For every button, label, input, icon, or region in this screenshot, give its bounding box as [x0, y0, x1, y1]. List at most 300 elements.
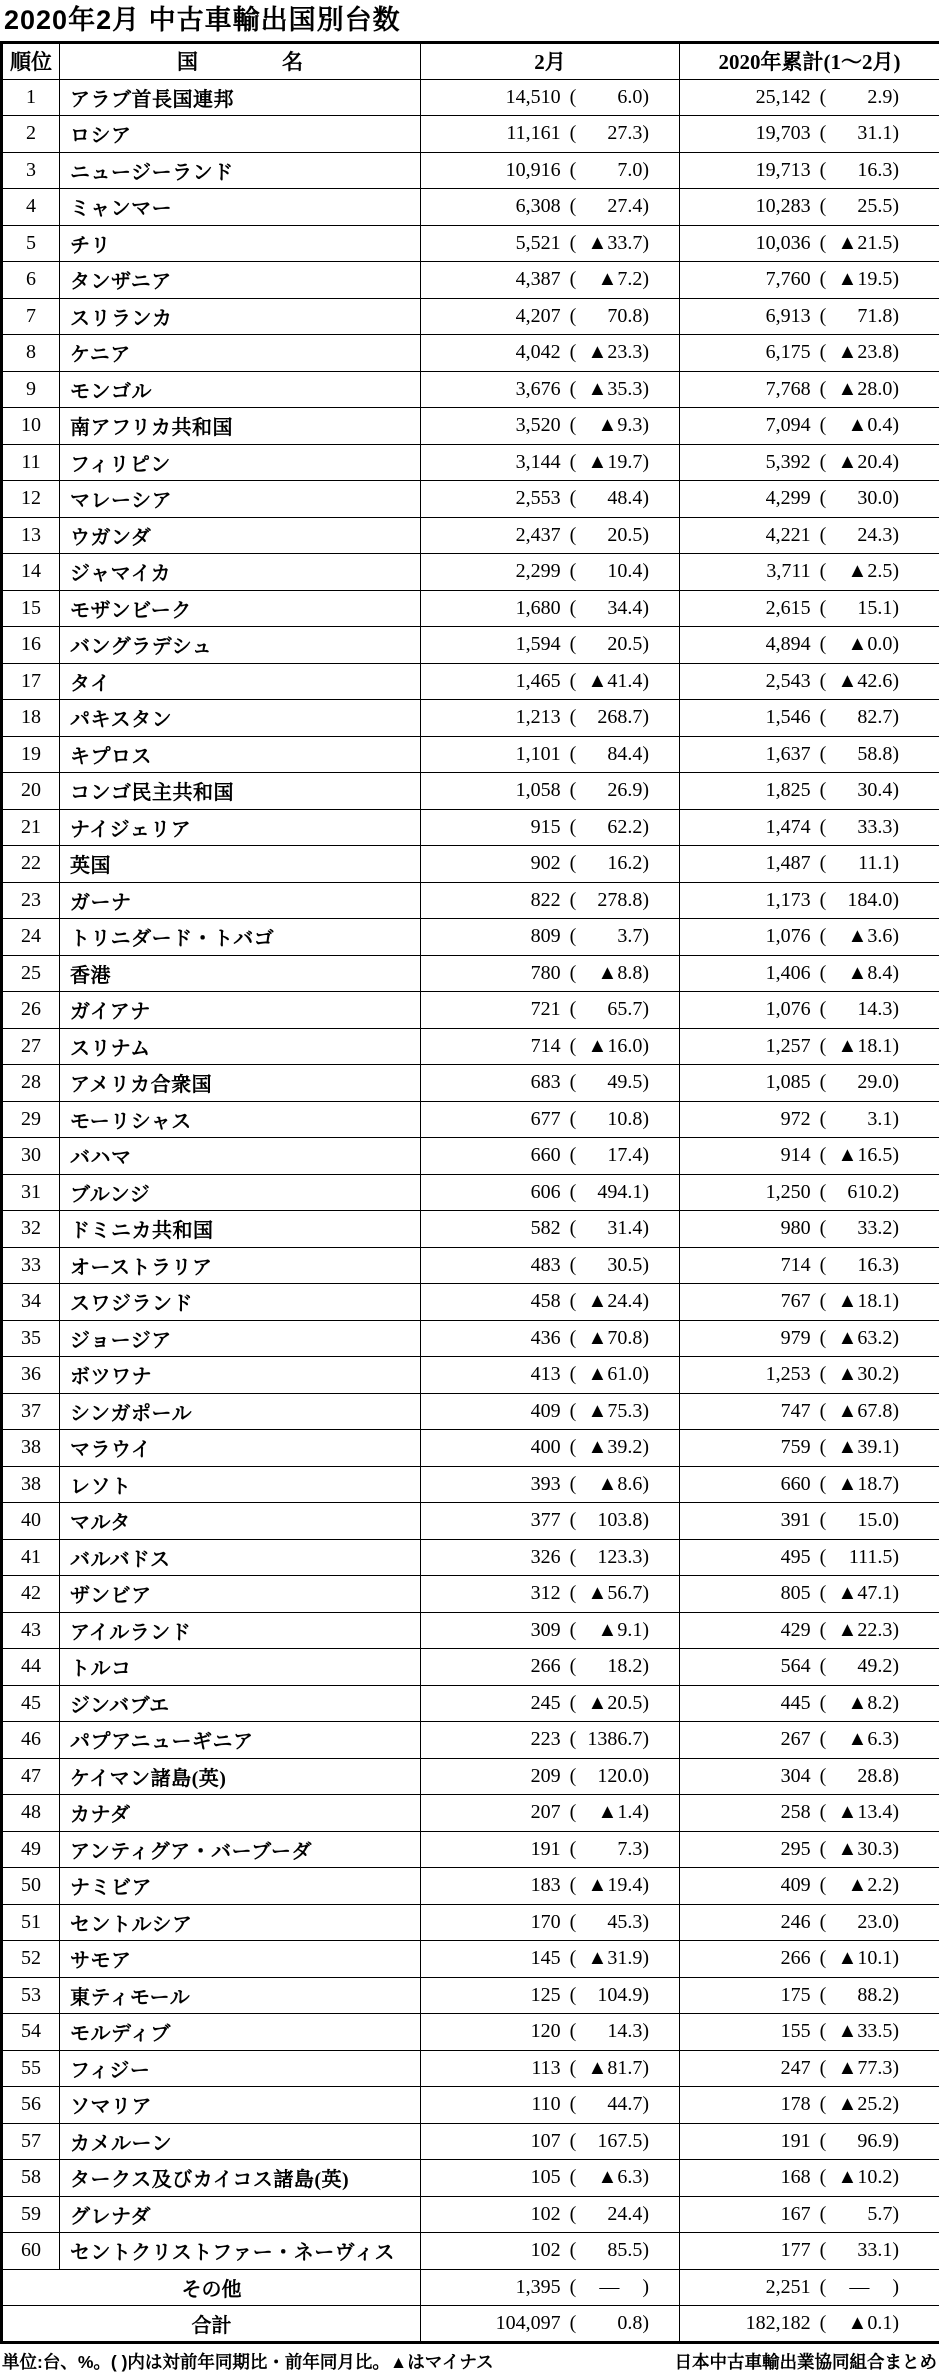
open-paren: ( — [569, 341, 577, 364]
cumulative-cell — [680, 700, 939, 737]
table-row — [2, 2196, 939, 2233]
value-text: 1,680 — [515, 596, 561, 619]
value-group — [680, 889, 939, 912]
feb-cell — [421, 2196, 680, 2233]
value-text: 721 — [530, 998, 561, 1021]
open-paren: ( — [569, 304, 577, 327]
open-paren: ( — [569, 1874, 577, 1897]
cumulative-cell — [680, 1247, 939, 1284]
rank-cell: 30 — [2, 1138, 60, 1175]
value-text: 458 — [530, 1290, 561, 1313]
percent-text: 10.8 — [607, 1107, 643, 1130]
country-cell: ミャンマー — [60, 189, 421, 226]
open-paren: ( — [569, 2166, 577, 2189]
close-paren: ) — [642, 1180, 649, 1203]
percent-text: 268.7 — [597, 706, 643, 729]
table-row — [2, 882, 939, 919]
value-group — [680, 1071, 939, 1094]
open-paren: ( — [569, 596, 577, 619]
open-paren: ( — [569, 1472, 577, 1495]
percent-text: 278.8 — [597, 888, 643, 911]
value-text: 3,144 — [515, 450, 561, 473]
table-row — [2, 809, 939, 846]
close-paren: ) — [642, 2020, 649, 2043]
feb-cell — [421, 1904, 680, 1941]
close-paren: ) — [892, 2202, 899, 2225]
open-paren: ( — [819, 1326, 827, 1349]
country-cell: モンゴル — [60, 371, 421, 408]
feb-cell — [421, 1685, 680, 1722]
rank-cell: 34 — [2, 1284, 60, 1321]
country-cell: モーリシャス — [60, 1101, 421, 1138]
cumulative-cell — [680, 1649, 939, 1686]
open-paren: ( — [819, 122, 827, 145]
table-row — [2, 2050, 939, 2087]
value-group — [680, 1874, 939, 1897]
value-group — [680, 852, 939, 875]
value-group — [421, 852, 679, 875]
close-paren: ) — [892, 1837, 899, 1860]
percent-text: 15.0 — [857, 1509, 893, 1532]
close-paren: ) — [892, 122, 899, 145]
cumulative-cell — [680, 809, 939, 846]
value-text: 102 — [530, 2202, 561, 2225]
close-paren: ) — [892, 1509, 899, 1532]
close-paren: ) — [642, 596, 649, 619]
cumulative-cell — [680, 1977, 939, 2014]
value-group — [421, 1728, 679, 1751]
open-paren: ( — [819, 2311, 827, 2334]
value-text: 1,250 — [765, 1180, 811, 1203]
value-text: 1,101 — [515, 742, 561, 765]
value-text: 1,406 — [765, 961, 811, 984]
close-paren: ) — [642, 122, 649, 145]
value-text: 1,076 — [765, 925, 811, 948]
open-paren: ( — [819, 2202, 827, 2225]
value-group — [680, 414, 939, 437]
open-paren: ( — [819, 815, 827, 838]
close-paren: ) — [892, 377, 899, 400]
rank-cell: 56 — [2, 2087, 60, 2124]
table-row — [2, 1612, 939, 1649]
close-paren: ) — [892, 888, 899, 911]
country-cell: ロシア — [60, 116, 421, 153]
rank-cell: 55 — [2, 2050, 60, 2087]
value-text: 1,825 — [765, 779, 811, 802]
close-paren: ) — [642, 2275, 649, 2298]
value-group — [421, 2276, 679, 2299]
country-cell: トルコ — [60, 1649, 421, 1686]
table-row — [2, 663, 939, 700]
rank-cell: 49 — [2, 1831, 60, 1868]
close-paren: ) — [892, 1801, 899, 1824]
value-text: 413 — [530, 1363, 561, 1386]
country-cell: タイ — [60, 663, 421, 700]
percent-text: 6.0 — [617, 85, 643, 108]
value-text: 2,615 — [765, 596, 811, 619]
value-group — [680, 1363, 939, 1386]
open-paren: ( — [569, 1691, 577, 1714]
value-text: 25,142 — [755, 85, 811, 108]
country-cell: ニュージーランド — [60, 152, 421, 189]
value-text: 120 — [530, 2020, 561, 2043]
close-paren: ) — [892, 1618, 899, 1641]
table-row — [2, 2123, 939, 2160]
value-group — [680, 86, 939, 109]
open-paren: ( — [569, 1180, 577, 1203]
value-text: 1,085 — [765, 1071, 811, 1094]
value-group — [680, 962, 939, 985]
cumulative-cell — [680, 225, 939, 262]
rank-cell: 4 — [2, 189, 60, 226]
value-text: 1,465 — [515, 669, 561, 692]
value-group — [421, 414, 679, 437]
close-paren: ) — [642, 633, 649, 656]
value-group — [680, 341, 939, 364]
value-text: 102 — [530, 2239, 561, 2262]
table-row — [2, 1393, 939, 1430]
value-text: 483 — [530, 1253, 561, 1276]
open-paren: ( — [819, 2020, 827, 2043]
cumulative-cell — [680, 1868, 939, 1905]
others-row-label: その他 — [2, 2269, 421, 2306]
value-group — [680, 232, 939, 255]
feb-cell — [421, 481, 680, 518]
rank-cell: 10 — [2, 408, 60, 445]
value-group — [421, 1947, 679, 1970]
percent-text: 103.8 — [597, 1509, 643, 1532]
value-text: 104,097 — [495, 2311, 561, 2334]
country-cell: モザンビーク — [60, 590, 421, 627]
value-group — [421, 2130, 679, 2153]
header-rank: 順位 — [2, 42, 60, 79]
cumulative-cell — [680, 2050, 939, 2087]
open-paren: ( — [819, 2275, 827, 2298]
value-group — [421, 816, 679, 839]
close-paren: ) — [642, 1363, 649, 1386]
rank-cell: 36 — [2, 1357, 60, 1394]
rank-cell: 23 — [2, 882, 60, 919]
cumulative-cell — [680, 1466, 939, 1503]
cumulative-cell — [680, 335, 939, 372]
feb-cell — [421, 225, 680, 262]
close-paren: ) — [892, 1290, 899, 1313]
close-paren: ) — [642, 1545, 649, 1568]
value-text: 660 — [530, 1144, 561, 1167]
value-group — [680, 743, 939, 766]
percent-text: ▲33.5 — [837, 2020, 893, 2043]
value-group — [421, 1144, 679, 1167]
value-text: 10,916 — [505, 158, 561, 181]
value-text: 1,637 — [765, 742, 811, 765]
close-paren: ) — [642, 706, 649, 729]
feb-cell — [421, 663, 680, 700]
open-paren: ( — [819, 1144, 827, 1167]
cumulative-cell — [680, 554, 939, 591]
value-text: 7,094 — [765, 414, 811, 437]
others-row — [2, 2269, 939, 2306]
value-group — [421, 2057, 679, 2080]
feb-cell — [421, 1357, 680, 1394]
cumulative-cell — [680, 1758, 939, 1795]
table-row — [2, 2014, 939, 2051]
close-paren: ) — [642, 1655, 649, 1678]
country-cell: ナイジェリア — [60, 809, 421, 846]
open-paren: ( — [819, 2129, 827, 2152]
open-paren: ( — [819, 1180, 827, 1203]
country-cell: バハマ — [60, 1138, 421, 1175]
value-group — [421, 122, 679, 145]
close-paren: ) — [892, 1071, 899, 1094]
percent-text: ▲30.2 — [837, 1363, 893, 1386]
table-row — [2, 1174, 939, 1211]
value-group — [680, 2057, 939, 2080]
value-group — [680, 1436, 939, 1459]
open-paren: ( — [819, 888, 827, 911]
feb-cell — [421, 1649, 680, 1686]
feb-cell — [421, 335, 680, 372]
open-paren: ( — [819, 1436, 827, 1459]
open-paren: ( — [819, 596, 827, 619]
close-paren: ) — [642, 1764, 649, 1787]
value-text: 677 — [530, 1107, 561, 1130]
percent-text: 30.4 — [857, 779, 893, 802]
table-row — [2, 1357, 939, 1394]
value-text: 4,042 — [515, 341, 561, 364]
value-text: 1,546 — [765, 706, 811, 729]
open-paren: ( — [569, 2202, 577, 2225]
open-paren: ( — [819, 1910, 827, 1933]
percent-text: ▲2.5 — [847, 560, 893, 583]
percent-text: 610.2 — [847, 1180, 893, 1203]
close-paren: ) — [892, 85, 899, 108]
value-group — [680, 378, 939, 401]
table-row — [2, 444, 939, 481]
value-text: 902 — [530, 852, 561, 875]
feb-cell — [421, 955, 680, 992]
cumulative-cell — [680, 444, 939, 481]
cumulative-cell — [680, 846, 939, 883]
country-cell: スリランカ — [60, 298, 421, 335]
value-group — [421, 2239, 679, 2262]
open-paren: ( — [569, 1290, 577, 1313]
value-group — [421, 1327, 679, 1350]
percent-text: 33.2 — [857, 1217, 893, 1240]
table-row — [2, 590, 939, 627]
value-group — [421, 597, 679, 620]
close-paren: ) — [892, 304, 899, 327]
percent-text: ▲6.3 — [847, 1728, 893, 1751]
value-text: 191 — [530, 1837, 561, 1860]
value-group — [680, 1108, 939, 1131]
country-cell: スワジランド — [60, 1284, 421, 1321]
open-paren: ( — [569, 122, 577, 145]
value-text: 5,392 — [765, 450, 811, 473]
country-cell: フィジー — [60, 2050, 421, 2087]
value-text: 436 — [530, 1326, 561, 1349]
close-paren: ) — [642, 487, 649, 510]
feb-cell — [421, 882, 680, 919]
open-paren: ( — [819, 1290, 827, 1313]
percent-text: ▲63.2 — [837, 1326, 893, 1349]
cumulative-cell — [680, 992, 939, 1029]
cumulative-cell — [680, 1101, 939, 1138]
table-row — [2, 1503, 939, 1540]
value-group — [680, 1838, 939, 1861]
value-group — [680, 1765, 939, 1788]
rank-cell: 38 — [2, 1430, 60, 1467]
value-group — [421, 1765, 679, 1788]
value-group — [680, 268, 939, 291]
feb-cell — [421, 2306, 680, 2343]
open-paren: ( — [569, 1764, 577, 1787]
value-text: 1,395 — [515, 2275, 561, 2298]
percent-text: 17.4 — [607, 1144, 643, 1167]
value-text: 10,036 — [755, 231, 811, 254]
value-text: 155 — [780, 2020, 811, 2043]
country-cell: キプロス — [60, 736, 421, 773]
cumulative-cell — [680, 1065, 939, 1102]
cumulative-cell — [680, 1430, 939, 1467]
value-group — [680, 1144, 939, 1167]
table-row — [2, 2160, 939, 2197]
percent-text: 44.7 — [607, 2093, 643, 2116]
open-paren: ( — [569, 1071, 577, 1094]
close-paren: ) — [642, 2202, 649, 2225]
percent-text: 65.7 — [607, 998, 643, 1021]
value-group — [680, 1400, 939, 1423]
open-paren: ( — [569, 487, 577, 510]
value-group — [680, 2239, 939, 2262]
open-paren: ( — [819, 1874, 827, 1897]
value-text: 246 — [780, 1910, 811, 1933]
feb-cell — [421, 1722, 680, 1759]
country-cell: ナミビア — [60, 1868, 421, 1905]
value-text: 3,711 — [766, 560, 811, 583]
value-group — [680, 998, 939, 1021]
close-paren: ) — [892, 158, 899, 181]
feb-cell — [421, 590, 680, 627]
close-paren: ) — [892, 231, 899, 254]
close-paren: ) — [892, 1764, 899, 1787]
export-rank-table — [0, 41, 939, 2344]
percent-text: 5.7 — [867, 2202, 893, 2225]
country-cell: 香港 — [60, 955, 421, 992]
close-paren: ) — [892, 669, 899, 692]
value-group — [680, 1181, 939, 1204]
close-paren: ) — [642, 304, 649, 327]
value-text: 19,703 — [755, 122, 811, 145]
value-text: 391 — [780, 1509, 811, 1532]
rank-cell: 19 — [2, 736, 60, 773]
rank-cell: 15 — [2, 590, 60, 627]
rank-cell: 11 — [2, 444, 60, 481]
percent-text: ▲23.8 — [837, 341, 893, 364]
percent-text: 70.8 — [607, 304, 643, 327]
country-cell: ケイマン諸島(英) — [60, 1758, 421, 1795]
open-paren: ( — [569, 231, 577, 254]
open-paren: ( — [819, 1071, 827, 1094]
open-paren: ( — [569, 523, 577, 546]
open-paren: ( — [819, 1253, 827, 1276]
close-paren: ) — [892, 815, 899, 838]
open-paren: ( — [819, 961, 827, 984]
open-paren: ( — [569, 669, 577, 692]
country-cell: カメルーン — [60, 2123, 421, 2160]
value-text: 606 — [530, 1180, 561, 1203]
feb-cell — [421, 1831, 680, 1868]
close-paren: ) — [642, 1034, 649, 1057]
header-cumulative: 2020年累計(1〜2月) — [680, 42, 939, 79]
value-text: 209 — [530, 1764, 561, 1787]
open-paren: ( — [819, 1107, 827, 1130]
value-group — [421, 962, 679, 985]
table-row — [2, 1430, 939, 1467]
table-row — [2, 1138, 939, 1175]
percent-text: ▲35.3 — [587, 377, 643, 400]
open-paren: ( — [819, 998, 827, 1021]
percent-text: ▲6.3 — [597, 2166, 643, 2189]
close-paren: ) — [642, 560, 649, 583]
value-group — [680, 925, 939, 948]
value-text: 2,251 — [765, 2275, 811, 2298]
table-row — [2, 992, 939, 1029]
close-paren: ) — [892, 414, 899, 437]
table-row — [2, 116, 939, 153]
close-paren: ) — [642, 961, 649, 984]
value-group — [421, 1436, 679, 1459]
percent-text: — — [849, 2275, 870, 2298]
close-paren: ) — [642, 742, 649, 765]
close-paren: ) — [892, 1655, 899, 1678]
percent-text: ▲28.0 — [837, 377, 893, 400]
percent-text: 14.3 — [857, 998, 893, 1021]
value-group — [421, 378, 679, 401]
percent-text: ▲22.3 — [837, 1618, 893, 1641]
open-paren: ( — [569, 195, 577, 218]
percent-text: ▲18.1 — [837, 1290, 893, 1313]
country-cell: アラブ首長国連邦 — [60, 79, 421, 116]
open-paren: ( — [569, 1034, 577, 1057]
value-group — [421, 1582, 679, 1605]
value-text: 7,768 — [765, 377, 811, 400]
open-paren: ( — [819, 1399, 827, 1422]
value-text: 429 — [780, 1618, 811, 1641]
value-text: 4,221 — [765, 523, 811, 546]
feb-cell — [421, 1795, 680, 1832]
close-paren: ) — [892, 1180, 899, 1203]
value-group — [421, 2312, 679, 2335]
cumulative-cell — [680, 116, 939, 153]
rank-cell: 9 — [2, 371, 60, 408]
feb-cell — [421, 444, 680, 481]
table-row — [2, 189, 939, 226]
percent-text: 45.3 — [607, 1910, 643, 1933]
percent-text: ▲42.6 — [837, 669, 893, 692]
open-paren: ( — [819, 304, 827, 327]
feb-cell — [421, 1211, 680, 1248]
close-paren: ) — [642, 450, 649, 473]
table-row — [2, 1028, 939, 1065]
country-cell: アイルランド — [60, 1612, 421, 1649]
close-paren: ) — [642, 1509, 649, 1532]
close-paren: ) — [642, 1947, 649, 1970]
rank-cell: 18 — [2, 700, 60, 737]
table-row — [2, 554, 939, 591]
table-row — [2, 1977, 939, 2014]
close-paren: ) — [892, 961, 899, 984]
feb-cell — [421, 700, 680, 737]
